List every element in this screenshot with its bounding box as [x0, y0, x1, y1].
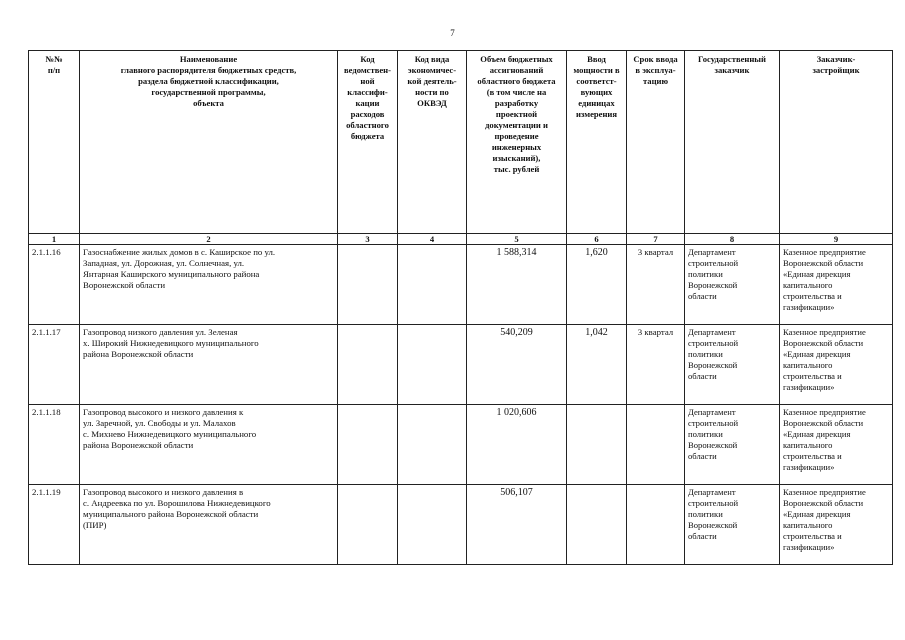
budget-amount: 540,209	[467, 325, 567, 405]
developer-customer: Казенное предприятие Воронежской области «Единая дирекция капитального строительства и газификации»	[780, 485, 893, 565]
row-number: 2.1.1.16	[29, 245, 80, 325]
row-number: 2.1.1.19	[29, 485, 80, 565]
capacity-input	[567, 485, 627, 565]
header-cell: Код вида экономичес- кой деятель- ности по ОКВЭД	[398, 51, 467, 234]
header-cell: Ввод мощности в соответст- вующих единицах измерения	[567, 51, 627, 234]
budget-amount: 1 588,314	[467, 245, 567, 325]
developer-customer: Казенное предприятие Воронежской области «Единая дирекция капитального строительства и газификации»	[780, 325, 893, 405]
object-name: Газопровод высокого и низкого давления в с. Андреевка по ул. Ворошилова Нижнедевицкого муниципального района Воронежской области (ПИР)	[80, 485, 338, 565]
state-customer: Департамент строительной политики Воронежской области	[685, 485, 780, 565]
commissioning-term	[627, 485, 685, 565]
row-number: 2.1.1.18	[29, 405, 80, 485]
header-cell: №№ п/п	[29, 51, 80, 234]
page-number: 7	[450, 28, 455, 38]
budget-amount: 506,107	[467, 485, 567, 565]
row-number: 2.1.1.17	[29, 325, 80, 405]
column-number: 2	[80, 234, 338, 245]
capacity-input: 1,042	[567, 325, 627, 405]
header-cell: Наименование главного распорядителя бюджетных средств, раздела бюджетной классификации, государственной программы, объекта	[80, 51, 338, 234]
commissioning-term	[627, 405, 685, 485]
state-customer: Департамент строительной политики Воронежской области	[685, 325, 780, 405]
header-cell: Государственный заказчик	[685, 51, 780, 234]
department-code	[338, 485, 398, 565]
header-cell: Срок ввода в эксплуа- тацию	[627, 51, 685, 234]
column-number: 9	[780, 234, 893, 245]
object-name: Газопровод низкого давления ул. Зеленая х. Широкий Нижнедевицкого муниципального района Воронежской области	[80, 325, 338, 405]
column-number: 6	[567, 234, 627, 245]
object-name: Газоснабжение жилых домов в с. Каширское по ул. Западная, ул. Дорожная, ул. Солнечная, ул. Янтарная Каширского муниципального района Воронежской области	[80, 245, 338, 325]
budget-amount: 1 020,606	[467, 405, 567, 485]
okved-code	[398, 485, 467, 565]
column-number-row	[29, 234, 893, 245]
okved-code	[398, 245, 467, 325]
state-customer: Департамент строительной политики Воронежской области	[685, 245, 780, 325]
capacity-input: 1,620	[567, 245, 627, 325]
header-cell: Заказчик- застройщик	[780, 51, 893, 234]
table-row	[29, 405, 893, 485]
developer-customer: Казенное предприятие Воронежской области «Единая дирекция капитального строительства и газификации»	[780, 405, 893, 485]
column-number: 8	[685, 234, 780, 245]
table-row	[29, 245, 893, 325]
commissioning-term: 3 квартал	[627, 245, 685, 325]
column-number: 3	[338, 234, 398, 245]
capital-investment-table	[28, 50, 893, 565]
column-number: 4	[398, 234, 467, 245]
department-code	[338, 405, 398, 485]
commissioning-term: 3 квартал	[627, 325, 685, 405]
okved-code	[398, 325, 467, 405]
column-number: 7	[627, 234, 685, 245]
column-number: 1	[29, 234, 80, 245]
header-cell: Объем бюджетных ассигнований областного бюджета (в том числе на разработку проектной документации и проведение инженерных изысканий), тыс. рублей	[467, 51, 567, 234]
capacity-input	[567, 405, 627, 485]
table-row	[29, 325, 893, 405]
department-code	[338, 245, 398, 325]
header-cell: Код ведомствен- ной классифи- кации расходов областного бюджета	[338, 51, 398, 234]
object-name: Газопровод высокого и низкого давления к ул. Заречной, ул. Свободы и ул. Малахов с. Михнево Нижнедевицкого муниципального района Воронежской области	[80, 405, 338, 485]
state-customer: Департамент строительной политики Воронежской области	[685, 405, 780, 485]
okved-code	[398, 405, 467, 485]
header-row	[29, 51, 893, 234]
table-row	[29, 485, 893, 565]
department-code	[338, 325, 398, 405]
developer-customer: Казенное предприятие Воронежской области «Единая дирекция капитального строительства и газификации»	[780, 245, 893, 325]
column-number: 5	[467, 234, 567, 245]
